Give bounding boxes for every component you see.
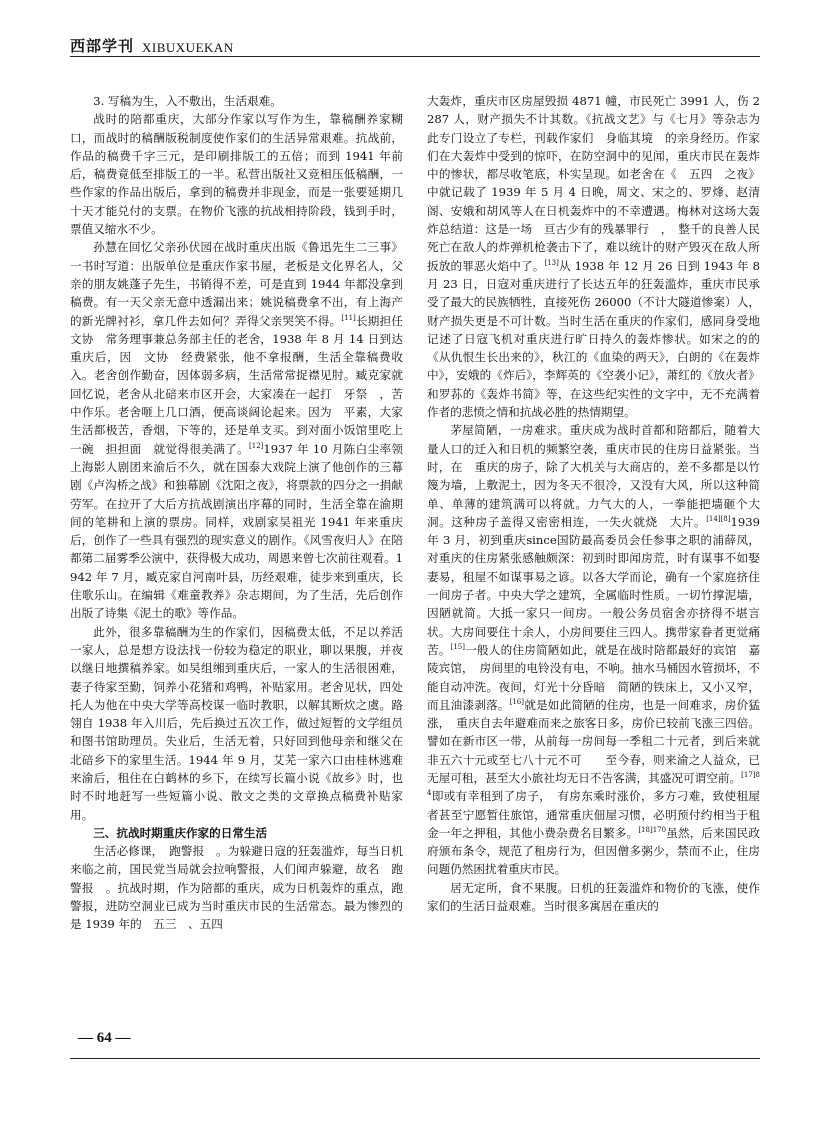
paragraph-text: 即或有幸租到了房子， 有房东乘时涨价，多方刁难，致使租屋者甚至宁愿暂住旅馆，通常重庆佃屋习惯，必明预付约相当于租金一年之押租，其他小费杂费名目繁多。 [427,789,760,840]
paragraph [427,92,760,421]
section-heading: 三、抗战时期重庆作家的日常生活 [93,825,268,840]
journal-name: 西部学刊 [70,37,135,55]
article-body [70,92,760,1012]
paragraph [70,238,415,622]
paragraph: 生活必修课， 跑警报 。为躲避日寇的狂轰滥炸，每当日机来临之前，国民党当局就会拉响警报，人们闻声躲避，故名 跑警报 。抗战时期，作为陪都的重庆，成为日机轰炸的重点，跑警报，进防空洞业已成为当时重庆市民的生活常态。最为惨烈的是 1939 年的 五三 、五四 [70,844,403,932]
footer-rule [70,1058,760,1059]
citation-ref: [16] [509,697,524,706]
paragraph [427,421,760,878]
left-column [70,92,415,1012]
citation-ref: [13] [544,258,559,267]
paragraph-text: 1939 年 3 月，初到重庆since国防最高委员会任参事之职的浦薛凤，对重庆的住房紧张感触颇深：初到时即闻房荒，时有谋事不如娶妻易，租屋不如谋事易之谚。以各大学而论，确有一个家庭挤住一间房子者。中央大学之建筑，全属临时性质。一切竹撑泥墙，因陋就简。大抵一家只一间房。一般公务员宿舍亦挤得不堪言状。大房间要住十余人，小房间要住三四人。携带家眷者更觉痛苦。 [427,514,760,657]
paragraph-text: 一般人的住房简陋如此，就是在战时陪都最好的宾馆 嘉陵宾馆， 房间里的电铃没有电，不响。抽水马桶因水管损坏，不能自动冲洗。夜间，灯光十分昏暗 简陋的铁床上，又小又窄，而且油漆剥落。 [427,642,760,712]
paragraph: 此外，很多靠稿酬为生的作家们，因稿费太低，不足以养活一家人，总是想方设法找一份较为稳定的职业，聊以果腹，并夜以继日地撰稿养家。如吴组缃到重庆后，一家人的生活很困难，妻子待家至勤，饲养小花猪和鸡鸭，补贴家用。老舍见状，四处托人为他在中央大学等高校谋一临时教职，以解其断炊之虞。路翎自 1938 年入川后，先后换过五次工作，做过短暂的文学组员和图书馆助理员。失业后，生活无着，只好回到他母亲和继父在北碚乡下的家里生活。1944 年 9 月，艾芜一家六口由桂林逃难来渝后，租住在白鹤林的乡下，在续写长篇小说《故乡》时，也时不时地赶写一些短篇小说、散文之类的文章换点稿费补贴家用。 [70,624,403,822]
paragraph: 居无定所，食不果腹。日机的狂轰滥炸和物价的飞涨，使作家们的生活日益艰难。当时很多寓居在重庆的 [427,880,760,914]
citation-ref: [11] [341,313,356,322]
paragraph-text: 1937 年 10 月陈白尘率领上海影人剧团来渝后不久，就在国泰大戏院上演了他创作的三幕剧《卢沟桥之战》和独幕剧《沈阳之夜》，将票款的四分之一捐献劳军。在拉开了大后方抗战剧演出序幕的同时，生活全靠在渝期间的笔耕和上演的票房。同样，戏剧家吴祖光 1941 年来重庆后，创作了一些具有强烈的现实意义的剧作。《风雪夜归人》在陪都第二届雾季公演中，获得极大成功，周恩来曾七次前往观看。1942 年 7 月，臧克家自河南叶县，历经艰难，徒步来到重庆，长住歌乐山。在编辑《难童教养》杂志期间，为了生活，先后创作出版了诗集《泥土的歌》等作品。 [70,441,403,621]
paragraph-text: 大轰炸，重庆市区房屋毁损 4871 幢，市民死亡 3991 人，伤 2287 人，财产损失不计其数。《抗战文艺》与《七月》等杂志为此专门设立了专栏，刊载作家们 身临其境 的亲身经历。作家们在大轰炸中受到的惊吓，在防空洞中的见闻，重庆市民在轰炸中的惨状，都尽收笔底，朴实呈现。如老舍在《 五四 之夜》中就记载了 1939 年 5 月 4 日晚，周文、宋之的、罗烽、赵清阁、安娥和胡风等人在日机轰炸中的不幸遭遇。梅林对这场大轰炸总结道：这是一场 亘古少有的残暴罪行 ， 整千的良善人民死亡在敌人的炸弹机枪袭击下了，难以统计的财产毁灭在敌人所扳放的罪恶火焰中了。 [427,94,760,273]
paragraph-text: 长期担任 文协 常务理事兼总务部主任的老舍，1938 年 8 月 14 日到达重庆后，因 文协 经费紧张，他不拿报酬，生活全靠稿费收入。老舍创作勤奋，因体弱多病，生活常常捉襟见肘。臧克家就回忆说，老舍从北碚来市区开会，大家凑在一起打 牙祭 ，苦中作乐。老舍咂上几口酒，便高谈阔论起来。因为 平素，大家生活都极苦，香烟，下等的，还是单支买。到对面小饭馆里吃上一碗 担担面 就觉得很美满了。 [70,313,415,456]
paragraph-text: 孙慧在回忆父亲孙伏园在战时重庆出版《鲁迅先生二三事》一书时写道：出版单位是重庆作家书屋，老板是文化界名人，父亲的朋友姚蓬子先生，书销得不差，可是直到 1944 年都没拿到稿费。有一天父亲无意中透漏出来；姚说稿费拿不出，有上海产的新光牌衬衫，拿几件去如何？弄得父亲哭笑不得。 [70,240,403,328]
citation-ref: [15] [450,643,465,652]
citation-ref: [17]84 [427,771,760,798]
page-number: — 64 — [78,1030,131,1046]
paragraph: 战时的陪都重庆，大部分作家以写作为生，靠稿酬养家糊口，而战时的稿酬版税制度使作家们的生活异常艰难。抗战前，作品的稿费千字三元，是印刷排版工的五倍；而到 1941 年前后，稿费竟低至排版工的一半。私营出版社又竞相压低稿酬，一些作家的作品出版后，拿到的稿费并非现金，而是一张要延期几十天才能兑付的支票。在物价飞涨的抗战相持阶段，钱到手时，票值又缩水不少。 [70,112,403,237]
paragraph: 3. 写稿为生，入不敷出，生活艰难。 [93,94,282,108]
paragraph-text: 从 1938 年 12 月 26 日到 1943 年 8 月 23 日，日寇对重庆进行了长达五年的狂轰滥炸，重庆市民承受了最大的民族牺牲，直接死伤 26000（不计大隧道惨案）人，财产损失更是不可计数。当时生活在重庆的作家们，感同身受地记述了日寇飞机对重庆进行旷日持久的轰炸惨状。如宋之的的《从仇恨生长出来的》，秋江的《血染的两天》，白朗的《在轰炸中》，安娥的《炸后》，李辉英的《空袭小记》，萧红的《放火者》和罗荪的《轰炸书简》等，在这些纪实性的文字中，无不充满着作者的悲愤之情和抗战必胜的热情期望。 [427,258,760,420]
right-column [427,92,760,1012]
paragraph-text: 虽然，后来国民政府颁布条令，规范了租房行为，但因僧多粥少，禁而不止，住房问题仍然困扰着重庆市民。 [427,825,760,877]
paragraph-text: 茅屋简陋，一房难求。重庆成为战时首都和陪都后，随着大量人口的迁入和日机的频繁空袭，重庆市民的住房日益紧张。当时，在 重庆的房子，除了大机关与大商店的，差不多都是以竹篾为墙，上敷泥土，因为冬天不很冷，又没有大风，所以这种简单、单薄的建筑满可以将就。力气大的人，一拳能把墙砸个大洞。这种房子盖得又密密相连，一失火就烧 大片。 [427,423,760,529]
citation-ref: [12] [249,441,264,450]
journal-pinyin: XIBUXUEKAN [142,40,234,55]
citation-ref: [14][8] [706,514,731,523]
paragraph-text: 就是如此简陋的住房，也是一间难求，房价猛涨， 重庆自去年避难而来之旅客日多，房价已较前飞涨三四倍。譬如在新市区一带，从前每一房间每一季租二十元者，到后来就非五六十元或至七八十元不可 至今春，则来渝之人益众，已无屋可租，甚至大小旅社均无日不告客满，其盛况可谓空前。 [427,697,760,785]
citation-ref: [18]170 [638,826,667,835]
running-header [70,34,760,57]
